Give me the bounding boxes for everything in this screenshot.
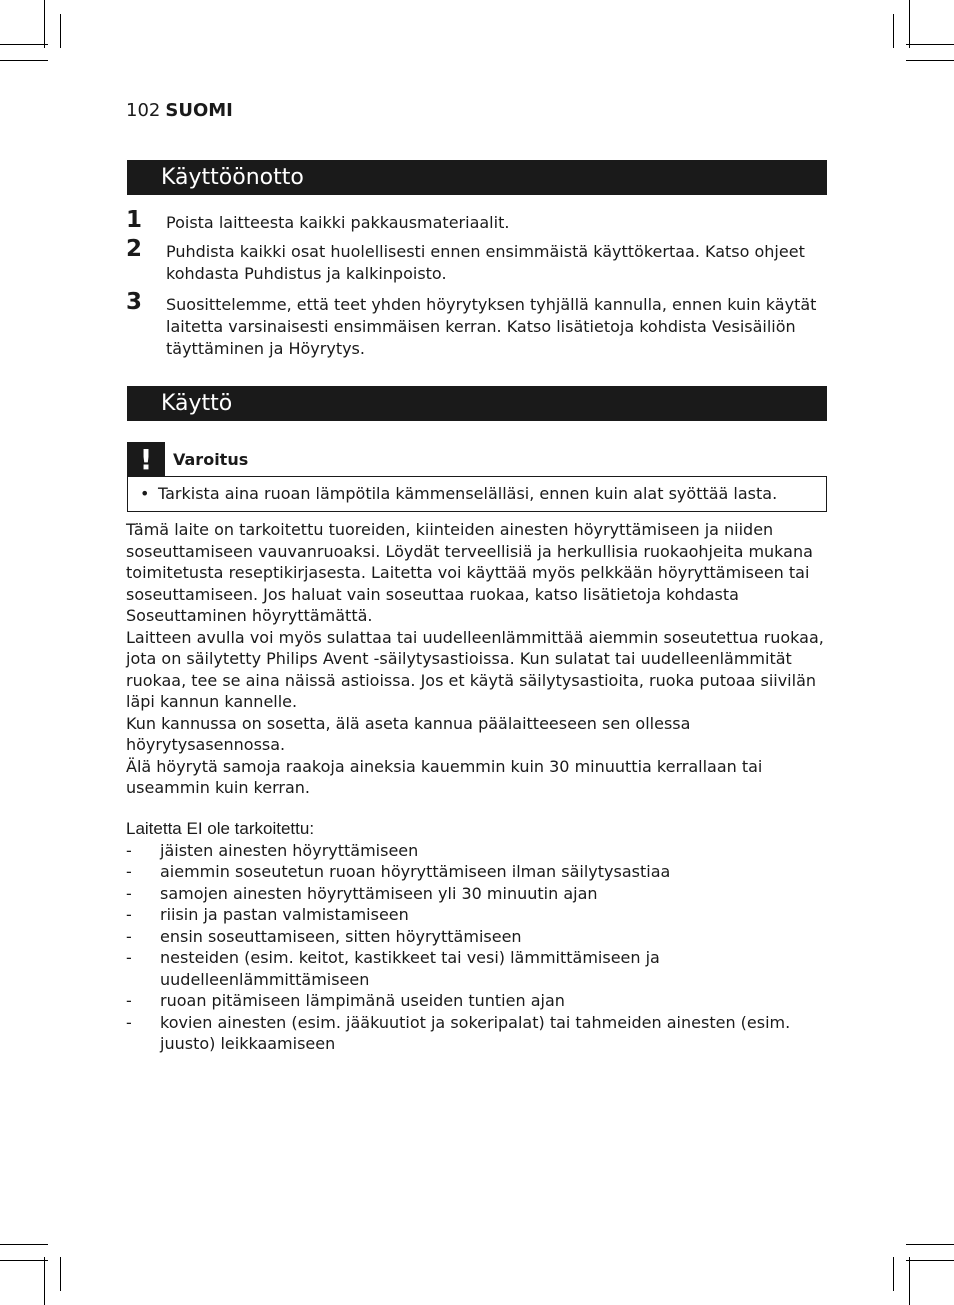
step-text: Puhdista kaikki osat huolellisesti ennen ensimmäistä käyttökertaa. Katso ohjeet kohdasta Puhdistus ja kalkinpoisto. [166,242,805,283]
dash: - [126,948,132,967]
list-item-text: riisin ja pastan valmistamiseen [160,905,409,924]
dash: - [126,862,132,881]
paragraph: Älä höyrytä samoja raakoja aineksia kauemmin kuin 30 minuuttia kerrallaan tai useammin kuin kerran. [126,756,763,797]
paragraph: Laitteen avulla voi myös sulattaa tai uudelleenlämmittää aiemmin soseutettua ruokaa, jota on säilytetty Philips Avent -säilytysastioissa. Kun sulatat tai uudelleenlämmität ruokaa, tee se aina näissä astioissa. Jos et käytä säilytysastioita, ruoka putoaa siivilän läpi kannun kannelle. [126,627,824,711]
usage-description [126,519,832,799]
list-item [126,883,832,905]
list-item [126,1012,832,1055]
crop-mark [906,1260,954,1261]
step-text: Poista laitteesta kaikki pakkausmateriaalit. [166,213,510,232]
dash: - [126,926,132,946]
section-heading-use: Käyttö [127,386,827,421]
list-item-text: jäisten ainesten höyryttämiseen [160,840,419,860]
crop-mark [893,14,894,48]
step-number: 2 [126,236,143,262]
crop-mark [906,60,954,61]
list-item [126,861,832,883]
list-item-text: ruoan pitämiseen lämpimänä useiden tuntien ajan [160,991,565,1010]
warning-icon: ! [127,442,165,477]
page-header [126,99,233,123]
language-label: SUOMI [165,100,233,121]
list-item-text: kovien ainesten (esim. jääkuutiot ja sokeripalat) tai tahmeiden ainesten (esim. juusto) leikkaamiseen [160,1012,791,1053]
dash: - [126,883,132,903]
list-item [126,840,832,862]
page-number: 102 [126,100,161,121]
section-heading-setup: Käyttöönotto [127,160,827,195]
step-number: 1 [126,207,143,233]
bullet: • [140,484,150,503]
list-item-text: ensin soseuttamiseen, sitten höyryttämiseen [160,926,522,946]
crop-mark [60,1257,61,1291]
crop-mark [906,44,954,45]
dash: - [126,1012,132,1032]
crop-mark [0,44,48,45]
setup-steps [126,207,827,360]
crop-mark [44,1257,45,1305]
paragraph: Kun kannussa on sosetta, älä aseta kannua päälaitteeseen sen ollessa höyrytysasennossa. [126,713,691,754]
warning-text: Tarkista aina ruoan lämpötila kämmenselälläsi, ennen kuin alat syöttää lasta. [158,484,778,503]
step-2 [126,236,827,285]
step-1 [126,207,827,234]
crop-mark [60,14,61,48]
crop-mark [44,0,45,48]
list-item-text: aiemmin soseutetun ruoan höyryttämiseen ilman säilytysastiaa [160,862,671,881]
crop-mark [0,60,48,61]
list-item-text: nesteiden (esim. keitot, kastikkeet tai vesi) lämmittämiseen ja uudelleenlämmittämiseen [160,948,660,989]
crop-mark [909,0,910,48]
dash: - [126,840,132,860]
list-item [126,904,832,926]
step-3 [126,289,827,360]
warning-header [127,442,248,477]
list-item [126,947,832,990]
step-text: Suosittelemme, että teet yhden höyrytyksen tyhjällä kannulla, ennen kuin käytät laitetta varsinaisesti ensimmäisen kerran. Katso lisätietoja kohdista Vesisäiliön täyttäminen ja Höyrytys. [166,295,817,358]
crop-mark [0,1260,48,1261]
not-intended-list [126,818,832,1055]
paragraph: Tämä laite on tarkoitettu tuoreiden, kiinteiden ainesten höyryttämiseen ja niiden soseuttamiseen vauvanruoaksi. Löydät terveellisiä ja herkullisia ruokaohjeita mukana toimitetusta reseptikirjasesta. Laitetta voi käyttää myös pelkkään höyryttämiseen tai soseuttamiseen. Jos haluat vain soseuttaa ruokaa, katso lisätietoja kohdasta Soseuttaminen höyryttämättä. [126,520,813,625]
warning-title: Varoitus [173,450,249,469]
list-item [126,990,832,1012]
crop-mark [906,1244,954,1245]
dash: - [126,905,132,924]
warning-box [127,476,827,512]
list-item [126,926,832,948]
not-intended-title: Laitetta EI ole tarkoitettu: [126,819,315,838]
step-number: 3 [126,289,143,315]
crop-mark [893,1257,894,1291]
dash: - [126,991,132,1010]
crop-mark [0,1244,48,1245]
crop-mark [909,1257,910,1305]
list-item-text: samojen ainesten höyryttämiseen yli 30 minuutin ajan [160,883,598,903]
